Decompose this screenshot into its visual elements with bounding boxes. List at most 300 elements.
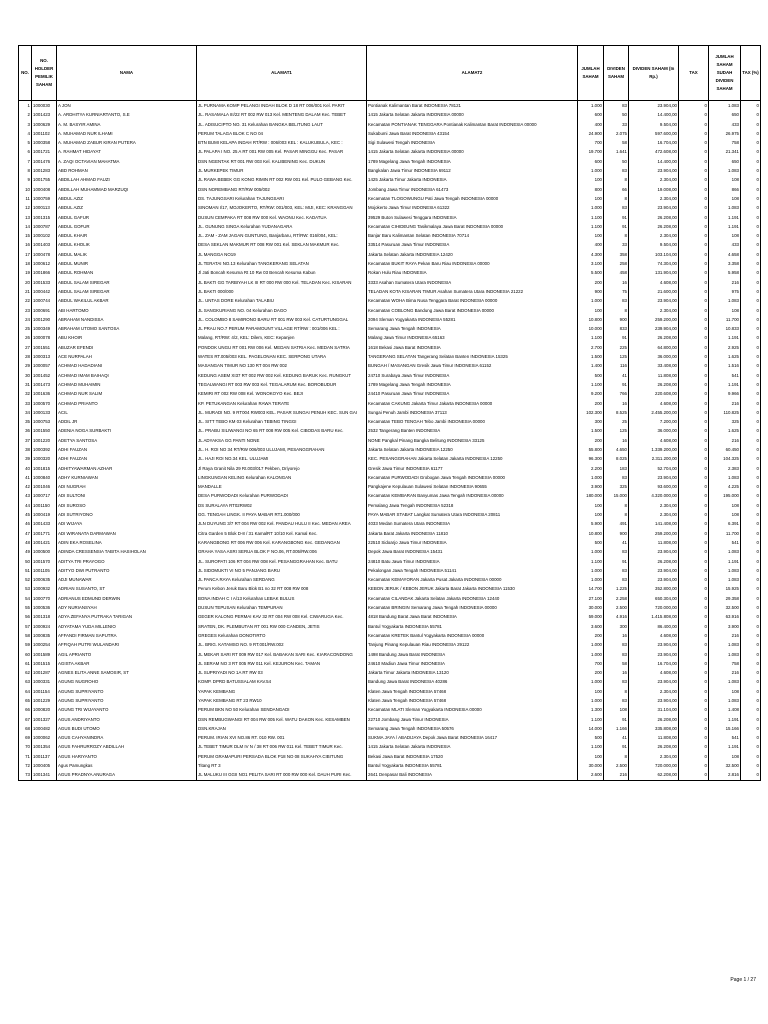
cell-tax-pct: 0 xyxy=(741,399,761,408)
cell-holder: 1000254 xyxy=(32,640,57,649)
cell-alamat2: Kecamatan PURWODADI Grobogan Jawa Tengah INDONESIA 00000 xyxy=(367,473,578,482)
cell-tax-pct: 0 xyxy=(741,622,761,631)
table-row xyxy=(19,306,761,315)
cell-no: 38 xyxy=(19,445,32,454)
cell-no: 56 xyxy=(19,612,32,621)
cell-dividen: 83 xyxy=(604,101,629,111)
col-header-jumlah: JUMLAH SAHAM xyxy=(578,46,604,101)
cell-tax-pct: 0 xyxy=(741,268,761,277)
col-header-jumlah-setelah: JUMLAH SAHAM SUDAH DIVIDEN SAHAM xyxy=(709,46,741,101)
cell-dividen: 16 xyxy=(604,399,629,408)
cell-alamat1: SRATEN, DK. PLEMBUTAN RT 001 RW 000 CANDEN, JETIS xyxy=(197,622,367,631)
cell-nama: ACE NURPALAH xyxy=(57,352,197,361)
cell-dividen-rp: 86.400,00 xyxy=(629,622,679,631)
cell-alamat2: Kecamatan CILANDAK Jakarta Selatan Jakarta INDONESIA 12440 xyxy=(367,594,578,603)
cell-tax: 0 xyxy=(679,399,709,408)
table-row xyxy=(19,101,761,111)
cell-jumlah-setelah: 541 xyxy=(709,538,741,547)
cell-nama: ADETYA SANTOSA xyxy=(57,436,197,445)
cell-dividen-rp: 2.304,00 xyxy=(629,687,679,696)
cell-jumlah-setelah: 1.191 xyxy=(709,715,741,724)
cell-no: 63 xyxy=(19,677,32,686)
cell-jumlah: 1.000 xyxy=(578,566,604,575)
cell-nama: ADIN EKA ROSELINA xyxy=(57,538,197,547)
cell-tax: 0 xyxy=(679,231,709,240)
cell-holder: 1001755 xyxy=(32,175,57,184)
cell-tax: 0 xyxy=(679,259,709,268)
cell-alamat1: Jl Raya Granit Nila 29 Rt.003/017 Pekben, Driyorejo xyxy=(197,464,367,473)
cell-tax-pct: 0 xyxy=(741,426,761,435)
cell-alamat1: JLN DUYUNG 3/7 RT 004 RW 002 Kel. PANDAU HULU II Kec. MEDAN AREA xyxy=(197,519,367,528)
cell-tax-pct: 0 xyxy=(741,333,761,342)
cell-tax-pct: 0 xyxy=(741,705,761,714)
cell-tax: 0 xyxy=(679,677,709,686)
cell-tax-pct: 0 xyxy=(741,194,761,203)
cell-alamat1: DUSUN TEPUSAN Kelurahan TEMPURAN xyxy=(197,603,367,612)
cell-holder: 1001533 xyxy=(32,278,57,287)
cell-tax: 0 xyxy=(679,538,709,547)
cell-jumlah: 1.000 xyxy=(578,101,604,111)
cell-jumlah: 100 xyxy=(578,231,604,240)
table-row xyxy=(19,742,761,751)
cell-tax-pct: 0 xyxy=(741,166,761,175)
table-header-row xyxy=(19,46,761,101)
cell-tax: 0 xyxy=(679,361,709,370)
cell-alamat1: DSN NOREMBANG RT/RW 005/002 xyxy=(197,185,367,194)
cell-dividen-rp: 36.000,00 xyxy=(629,426,679,435)
cell-nama: A JON xyxy=(57,101,197,111)
table-row xyxy=(19,491,761,500)
cell-tax-pct: 0 xyxy=(741,250,761,259)
cell-alamat2: Tanjung Pinang Kepulauan Riau INDONESIA 29122 xyxy=(367,640,578,649)
cell-dividen: 16 xyxy=(604,436,629,445)
table-row xyxy=(19,175,761,184)
cell-jumlah-setelah: 63.916 xyxy=(709,612,741,621)
cell-nama: ADI SUTRIYONO xyxy=(57,510,197,519)
cell-no: 10 xyxy=(19,185,32,194)
cell-dividen-rp: 2.304,00 xyxy=(629,306,679,315)
cell-jumlah: 1.500 xyxy=(578,352,604,361)
cell-holder: 1000629 xyxy=(32,120,57,129)
cell-dividen: 4.650 xyxy=(604,445,629,454)
cell-tax: 0 xyxy=(679,668,709,677)
cell-jumlah: 1.100 xyxy=(578,380,604,389)
table-row xyxy=(19,566,761,575)
cell-alamat1: JL MANGGA NO19 xyxy=(197,250,367,259)
cell-holder: 1000320 xyxy=(32,454,57,463)
cell-tax: 0 xyxy=(679,324,709,333)
cell-tax: 0 xyxy=(679,705,709,714)
cell-tax: 0 xyxy=(679,752,709,761)
table-row xyxy=(19,668,761,677)
cell-nama: AGUNG SUPRIYANTO xyxy=(57,687,197,696)
cell-tax: 0 xyxy=(679,278,709,287)
cell-tax-pct: 0 xyxy=(741,231,761,240)
cell-holder: 1000133 xyxy=(32,408,57,417)
cell-jumlah-setelah: 1.083 xyxy=(709,547,741,556)
cell-alamat1: YAPAK KEMBANG RT 23 RW10 xyxy=(197,696,367,705)
cell-tax-pct: 0 xyxy=(741,640,761,649)
cell-tax: 0 xyxy=(679,650,709,659)
cell-tax-pct: 0 xyxy=(741,352,761,361)
cell-alamat2: 1425 Jakarta Timur Jakarta INDONESIA xyxy=(367,175,578,184)
table-row xyxy=(19,166,761,175)
cell-no: 15 xyxy=(19,231,32,240)
cell-alamat2: TELADAN KOTA KISARAN TIMUR Asahan Sumatera Utara INDONESIA 21222 xyxy=(367,287,578,296)
cell-dividen: 8 xyxy=(604,194,629,203)
cell-alamat2: 2094 Sleman Yogyakarta INDONESIA 55281 xyxy=(367,315,578,324)
cell-holder: 1000057 xyxy=(32,361,57,370)
cell-alamat2: 24610 Madiun Jawa Timur INDONESIA xyxy=(367,659,578,668)
cell-alamat2: Kecamatan TLOGOWUNGU Pati Jawa Tengah INDONESIA 00000 xyxy=(367,194,578,203)
cell-tax-pct: 0 xyxy=(741,659,761,668)
cell-alamat2: Klaten Jawa Tengah INDONESIA 57468 xyxy=(367,687,578,696)
cell-tax: 0 xyxy=(679,724,709,733)
cell-tax-pct: 0 xyxy=(741,529,761,538)
cell-alamat1: JL ADYAKSA GG PANTI NONE xyxy=(197,436,367,445)
cell-dividen-rp: 4.608,00 xyxy=(629,278,679,287)
cell-jumlah: 1.000 xyxy=(578,473,604,482)
cell-nama: ABDUL ROHMAN xyxy=(57,268,197,277)
cell-jumlah: 100 xyxy=(578,687,604,696)
cell-holder: 1001150 xyxy=(32,501,57,510)
cell-alamat2: Jakarta Timur Jakarta INDONESIA 13120 xyxy=(367,668,578,677)
cell-alamat1: DS SURALAYA RT02RW02 xyxy=(197,501,367,510)
cell-alamat1: JL BAKTI 000/000 xyxy=(197,287,367,296)
cell-alamat1: KOMP. DPRD BATUSSALAM KAV.54 xyxy=(197,677,367,686)
cell-alamat1: PERUM. IRIAN XVI NO.86 RT. 010 RW. 001 xyxy=(197,733,367,742)
cell-holder: 1000408 xyxy=(32,185,57,194)
cell-no: 5 xyxy=(19,138,32,147)
cell-jumlah: 55.800 xyxy=(578,445,604,454)
col-header-tax: TAX xyxy=(679,46,709,101)
cell-holder: 1001551 xyxy=(32,343,57,352)
cell-no: 7 xyxy=(19,157,32,166)
cell-holder: 1000717 xyxy=(32,491,57,500)
cell-nama: ABD ROHMAN xyxy=(57,166,197,175)
cell-nama: Agus Pamungkas xyxy=(57,761,197,770)
cell-alamat2: Bantul Yogyakarta INDONESIA 55781 xyxy=(367,622,578,631)
cell-holder: 1001318 xyxy=(32,612,57,621)
cell-jumlah-setelah: 104.325 xyxy=(709,454,741,463)
cell-jumlah-setelah: 110.825 xyxy=(709,408,741,417)
cell-jumlah: 2.600 xyxy=(578,770,604,780)
cell-jumlah-setelah: 1.191 xyxy=(709,333,741,342)
cell-tax-pct: 0 xyxy=(741,575,761,584)
cell-dividen: 766 xyxy=(604,389,629,398)
cell-alamat2: Malang Jawa Timur INDONESIA 65163 xyxy=(367,333,578,342)
table-row xyxy=(19,129,761,138)
cell-alamat2: Rokan Hulu Riau INDONESIA xyxy=(367,268,578,277)
cell-jumlah-setelah: 216 xyxy=(709,668,741,677)
cell-alamat2: 24710 Surabaya Jawa Timur INDONESIA xyxy=(367,371,578,380)
cell-dividen-rp: 26.208,00 xyxy=(629,222,679,231)
cell-nama: AGUNG SUPRIYANTO xyxy=(57,696,197,705)
cell-jumlah: 1.000 xyxy=(578,696,604,705)
col-header-alamat2: ALAMAT2 xyxy=(367,46,578,101)
cell-jumlah-setelah: 541 xyxy=(709,733,741,742)
cell-nama: ADHI FAUZAN xyxy=(57,445,197,454)
cell-tax: 0 xyxy=(679,185,709,194)
cell-nama: ABRAHAM NANDISSA xyxy=(57,315,197,324)
cell-dividen-rp: 9.504,00 xyxy=(629,240,679,249)
cell-alamat2: Kecamatan BRINGIN Semarang Jawa Tengah INDONESIA 00000 xyxy=(367,603,578,612)
cell-jumlah-setelah: 15.166 xyxy=(709,724,741,733)
cell-alamat2: Jakarta Selatan Jakarta INDONESIA 12250 xyxy=(367,445,578,454)
cell-holder: 1000635 xyxy=(32,575,57,584)
cell-alamat2: Kecamatan WOHA Bima Nusa Tenggara Barat INDONESIA 00000 xyxy=(367,296,578,305)
cell-tax-pct: 0 xyxy=(741,668,761,677)
cell-alamat1: KARANGBONG RT 006 RW 006 Kel. KARANGBONG Kec. GEDANGAN xyxy=(197,538,367,547)
cell-jumlah: 30.000 xyxy=(578,761,604,770)
cell-jumlah: 100 xyxy=(578,510,604,519)
cell-no: 14 xyxy=(19,222,32,231)
cell-jumlah: 1.100 xyxy=(578,222,604,231)
cell-holder: 1000820 xyxy=(32,705,57,714)
cell-dividen: 358 xyxy=(604,250,629,259)
table-row xyxy=(19,222,761,231)
cell-jumlah: 1.500 xyxy=(578,426,604,435)
cell-nama: ABRAHAM UTOMO SANTOSA xyxy=(57,324,197,333)
table-row xyxy=(19,622,761,631)
cell-tax-pct: 0 xyxy=(741,185,761,194)
cell-alamat1: JL. HAJI ROI NO.34 KEL. ULUJAMI xyxy=(197,454,367,463)
cell-dividen-rp: 2.304,00 xyxy=(629,752,679,761)
cell-holder: 1001287 xyxy=(32,668,57,677)
cell-tax-pct: 0 xyxy=(741,733,761,742)
cell-tax-pct: 0 xyxy=(741,454,761,463)
cell-dividen-rp: 33.408,00 xyxy=(629,361,679,370)
cell-jumlah-setelah: 1.408 xyxy=(709,705,741,714)
cell-alamat1: DSN REMBUGWANGI RT 004 RW 005 Kel. WATU DAKON Kec. KESAMBEN xyxy=(197,715,367,724)
cell-alamat1: DSN.KRAJAN xyxy=(197,724,367,733)
cell-alamat2: 24410 Pasuruan Jawa Timur INDONESIA xyxy=(367,389,578,398)
cell-alamat2: Kecamatan PONTIANAK TENGGARA Pontianak Kalimantan Barat INDONESIA 00000 xyxy=(367,120,578,129)
table-row xyxy=(19,194,761,203)
cell-nama: AGUNG NUGROHO xyxy=(57,677,197,686)
cell-alamat2: 3333 Asahan Sumatera Utara INDONESIA xyxy=(367,278,578,287)
cell-dividen-rp: 26.208,00 xyxy=(629,557,679,566)
cell-jumlah-setelah: 15.925 xyxy=(709,584,741,593)
cell-tax: 0 xyxy=(679,147,709,156)
table-row xyxy=(19,445,761,454)
cell-jumlah: 10.800 xyxy=(578,529,604,538)
cell-tax: 0 xyxy=(679,426,709,435)
cell-tax-pct: 0 xyxy=(741,315,761,324)
cell-dividen: 8 xyxy=(604,687,629,696)
cell-tax-pct: 0 xyxy=(741,306,761,315)
cell-no: 40 xyxy=(19,464,32,473)
table-row xyxy=(19,603,761,612)
cell-alamat2: Pekalongan Jawa Tengah INDONESIA 51141 xyxy=(367,566,578,575)
cell-alamat2: Kecamatan KRETEK Bantul Yogyakarta INDONESIA 00000 xyxy=(367,631,578,640)
cell-holder: 1000062 xyxy=(32,733,57,742)
cell-holder: 1001473 xyxy=(32,380,57,389)
cell-tax: 0 xyxy=(679,389,709,398)
cell-tax-pct: 0 xyxy=(741,296,761,305)
cell-nama: AGUS ANDRIYANTO xyxy=(57,715,197,724)
cell-jumlah-setelah: 1.191 xyxy=(709,222,741,231)
cell-dividen-rp: 720.000,00 xyxy=(629,761,679,770)
cell-tax: 0 xyxy=(679,715,709,724)
cell-dividen-rp: 23.904,00 xyxy=(629,547,679,556)
table-row xyxy=(19,761,761,770)
cell-dividen-rp: 23.904,00 xyxy=(629,166,679,175)
cell-alamat1: KP. PETUKANGAN Kelurahan RAWA TERATE xyxy=(197,399,367,408)
cell-holder: 1001550 xyxy=(32,426,57,435)
cell-alamat2: 1789 Magelang Jawa Tengah INDONESIA xyxy=(367,380,578,389)
cell-no: 11 xyxy=(19,194,32,203)
cell-holder: 1000102 xyxy=(32,231,57,240)
cell-dividen: 16 xyxy=(604,668,629,677)
cell-no: 64 xyxy=(19,687,32,696)
cell-holder: 1001229 xyxy=(32,696,57,705)
cell-jumlah-setelah: 1.083 xyxy=(709,166,741,175)
cell-no: 21 xyxy=(19,287,32,296)
cell-nama: ACHMAD HADADIANI xyxy=(57,361,197,370)
cell-holder: 1000932 xyxy=(32,584,57,593)
cell-dividen-rp: 11.808,00 xyxy=(629,538,679,547)
cell-dividen: 8.525 xyxy=(604,408,629,417)
cell-dividen: 300 xyxy=(604,622,629,631)
cell-jumlah-setelah: 650 xyxy=(709,157,741,166)
cell-dividen: 2.258 xyxy=(604,594,629,603)
cell-holder: 1001327 xyxy=(32,715,57,724)
cell-dividen: 58 xyxy=(604,659,629,668)
cell-dividen-rp: 62.208,00 xyxy=(629,770,679,780)
cell-jumlah: 2.700 xyxy=(578,343,604,352)
cell-nama: ABDUL SALAM SIREGAR xyxy=(57,287,197,296)
cell-jumlah-setelah: 1.516 xyxy=(709,361,741,370)
cell-nama: ABDUL WAKILUL AKBAR xyxy=(57,296,197,305)
cell-jumlah-setelah: 1.083 xyxy=(709,650,741,659)
cell-tax: 0 xyxy=(679,622,709,631)
cell-nama: A. RAHMAT HIDAYAT xyxy=(57,147,197,156)
table-row xyxy=(19,268,761,277)
table-row xyxy=(19,724,761,733)
cell-alamat1: JL. MURADI NO. 9 RT004 RW003 KEL. PASAR SUNGAI PENUH KEC. SUN GAI xyxy=(197,408,367,417)
cell-alamat2: 39529 Buton Sulawesi Tenggara INDONESIA xyxy=(367,213,578,222)
cell-tax: 0 xyxy=(679,547,709,556)
cell-nama: ACHMAD PRIANTO xyxy=(57,399,197,408)
cell-no: 22 xyxy=(19,296,32,305)
cell-nama: ADINDA CRESSENSIA TABITA HASIHOLAN xyxy=(57,547,197,556)
table-row xyxy=(19,408,761,417)
cell-alamat1: MASANGAN TIMUR NO 130 RT 004 RW 002 xyxy=(197,361,367,370)
col-header-nama: NAMA xyxy=(57,46,197,101)
cell-alamat2: BUNGAH / MASANGAN Gresik Jawa Timur INDONESIA 61152 xyxy=(367,361,578,370)
cell-dividen: 41 xyxy=(604,371,629,380)
cell-dividen: 91 xyxy=(604,213,629,222)
cell-tax: 0 xyxy=(679,575,709,584)
cell-dividen-rp: 2.304,00 xyxy=(629,510,679,519)
cell-jumlah-setelah: 4.658 xyxy=(709,250,741,259)
cell-tax: 0 xyxy=(679,138,709,147)
cell-dividen: 83 xyxy=(604,166,629,175)
table-row xyxy=(19,677,761,686)
cell-holder: 1001403 xyxy=(32,240,57,249)
cell-jumlah-setelah: 541 xyxy=(709,371,741,380)
cell-dividen-rp: 26.208,00 xyxy=(629,333,679,342)
cell-alamat2: SUKMA JAYA / ABADIJAYA Depok Jawa Barat INDONESIA 16417 xyxy=(367,733,578,742)
cell-no: 60 xyxy=(19,650,32,659)
cell-nama: ADI WIJAYA xyxy=(57,519,197,528)
cell-dividen-rp: 23.904,00 xyxy=(629,650,679,659)
cell-nama: ABDUL MUNIR xyxy=(57,259,197,268)
cell-alamat1: JL. SITT TEBO KM 03 Kelurahan TEBING TINGGI xyxy=(197,417,367,426)
cell-jumlah: 3.100 xyxy=(578,259,604,268)
cell-holder: 1000392 xyxy=(32,445,57,454)
cell-dividen: 83 xyxy=(604,575,629,584)
cell-dividen: 8 xyxy=(604,501,629,510)
cell-holder: 1000442 xyxy=(32,287,57,296)
cell-dividen: 83 xyxy=(604,296,629,305)
cell-nama: ADI WIRANATA DARMAWAN xyxy=(57,529,197,538)
cell-holder: 1000078 xyxy=(32,333,57,342)
cell-no: 28 xyxy=(19,352,32,361)
cell-dividen: 83 xyxy=(604,547,629,556)
cell-alamat1: GG. TENGAH LINGK. II PAYA MABAR RT1.000/000 xyxy=(197,510,367,519)
cell-dividen: 458 xyxy=(604,268,629,277)
cell-jumlah-setelah: 866 xyxy=(709,185,741,194)
cell-dividen-rp: 64.800,00 xyxy=(629,343,679,352)
cell-nama: ABUZAR EFENDI xyxy=(57,343,197,352)
table-row xyxy=(19,770,761,780)
cell-tax: 0 xyxy=(679,268,709,277)
table-row xyxy=(19,426,761,435)
cell-tax-pct: 0 xyxy=(741,761,761,770)
cell-alamat2: Sigi Sulawesi Tengah INDONESIA xyxy=(367,138,578,147)
cell-jumlah-setelah: 11.700 xyxy=(709,315,741,324)
cell-jumlah: 300 xyxy=(578,417,604,426)
col-header-no: NO. xyxy=(19,46,32,101)
cell-dividen: 91 xyxy=(604,380,629,389)
cell-no: 73 xyxy=(19,770,32,780)
cell-no: 26 xyxy=(19,333,32,342)
cell-tax: 0 xyxy=(679,761,709,770)
cell-tax-pct: 0 xyxy=(741,240,761,249)
cell-jumlah: 1.100 xyxy=(578,742,604,751)
table-row xyxy=(19,399,761,408)
cell-dividen: 50 xyxy=(604,110,629,119)
cell-alamat1: Citra Garden 5 Blok D-8 / 31 KamalRT 10/10 Kel. Kamal Kec. xyxy=(197,529,367,538)
cell-tax-pct: 0 xyxy=(741,473,761,482)
cell-nama: AFFIQAH PUTRI WULANDARI xyxy=(57,640,197,649)
cell-dividen: 325 xyxy=(604,482,629,491)
cell-holder: 1001866 xyxy=(32,268,57,277)
cell-holder: 1001721 xyxy=(32,147,57,156)
cell-dividen: 91 xyxy=(604,333,629,342)
cell-nama: ABDUL KHAIR xyxy=(57,231,197,240)
cell-tax-pct: 0 xyxy=(741,650,761,659)
cell-alamat2: 1618 Bekasi Jawa Barat INDONESIA xyxy=(367,343,578,352)
cell-tax-pct: 0 xyxy=(741,147,761,156)
cell-dividen-rp: 23.904,00 xyxy=(629,575,679,584)
table-row xyxy=(19,333,761,342)
cell-tax: 0 xyxy=(679,733,709,742)
cell-tax: 0 xyxy=(679,157,709,166)
cell-nama: ADYA ZEFANYA PUTRAKA TARIGAN xyxy=(57,612,197,621)
cell-jumlah: 5.500 xyxy=(578,268,604,277)
cell-dividen: 16 xyxy=(604,278,629,287)
cell-jumlah-setelah: 3.358 xyxy=(709,259,741,268)
cell-jumlah: 19.700 xyxy=(578,147,604,156)
cell-nama: A. ZAQI OCTAVIAN MAHATMA xyxy=(57,157,197,166)
cell-jumlah-setelah: 29.358 xyxy=(709,594,741,603)
col-header-dividen-rp: DIVIDEN SAHAM (In Rp.) xyxy=(629,46,679,101)
cell-alamat1: BONA INDAH C I A/13 Kelurahan LEBAK BULUS xyxy=(197,594,367,603)
cell-tax: 0 xyxy=(679,612,709,621)
